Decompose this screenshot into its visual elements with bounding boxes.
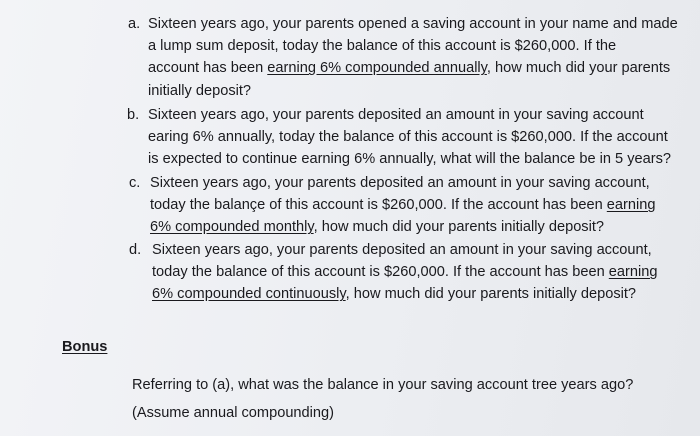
question-letter: b. bbox=[127, 107, 140, 123]
question-line bbox=[148, 57, 678, 79]
question-letter: c. bbox=[129, 175, 141, 191]
underlined-phrase: earning bbox=[606, 197, 656, 214]
question-text bbox=[150, 172, 655, 239]
underlined-phrase: 6% compounded continuously bbox=[152, 286, 346, 303]
text-segment: today the balançe of this account is $260,000. If the account has been bbox=[150, 197, 607, 214]
underlined-phrase: earning 6% compounded annually bbox=[267, 60, 487, 77]
question-letter: d. bbox=[129, 242, 142, 258]
underlined-phrase: 6% compounded monthly bbox=[150, 219, 314, 236]
question-text bbox=[148, 104, 671, 171]
question-line: Sixteen years ago, your parents deposited an amount in your saving account, bbox=[152, 242, 652, 258]
bonus-note: (Assume annual compounding) bbox=[132, 405, 334, 421]
question-line: Sixteen years ago, your parents deposited an amount in your saving account, bbox=[150, 175, 650, 191]
bonus-question: Referring to (a), what was the balance in your saving account tree years ago? bbox=[132, 377, 634, 393]
question-line: is expected to continue earning 6% annually, what will the balance be in 5 years? bbox=[148, 151, 672, 168]
text-segment: today the balance of this account is $260,000. If the account has been bbox=[152, 264, 609, 281]
underlined-phrase: earning bbox=[608, 264, 658, 281]
text-segment: , how much did your parents initially deposit? bbox=[313, 219, 605, 236]
question-line: Sixteen years ago, your parents deposited an amount in your saving account bbox=[148, 107, 644, 123]
bonus-heading: Bonus bbox=[62, 339, 108, 355]
question-line bbox=[152, 261, 657, 283]
text-segment: , how much did your parents bbox=[486, 60, 671, 77]
question-line: Sixteen years ago, your parents opened a saving account in your name and made bbox=[148, 16, 678, 32]
text-segment: account has been bbox=[148, 60, 268, 77]
text-segment: , how much did your parents initially deposit? bbox=[345, 286, 637, 303]
question-letter: a. bbox=[128, 16, 141, 32]
question-line: initially deposit? bbox=[148, 82, 252, 99]
question-text bbox=[148, 13, 678, 102]
question-line: a lump sum deposit, today the balance of this account is $260,000. If the bbox=[148, 38, 617, 55]
question-line bbox=[150, 194, 655, 216]
question-line: earing 6% annually, today the balance of this account is $260,000. If the account bbox=[148, 129, 668, 146]
question-line bbox=[152, 283, 657, 305]
question-line bbox=[150, 216, 655, 238]
question-text bbox=[152, 239, 657, 306]
